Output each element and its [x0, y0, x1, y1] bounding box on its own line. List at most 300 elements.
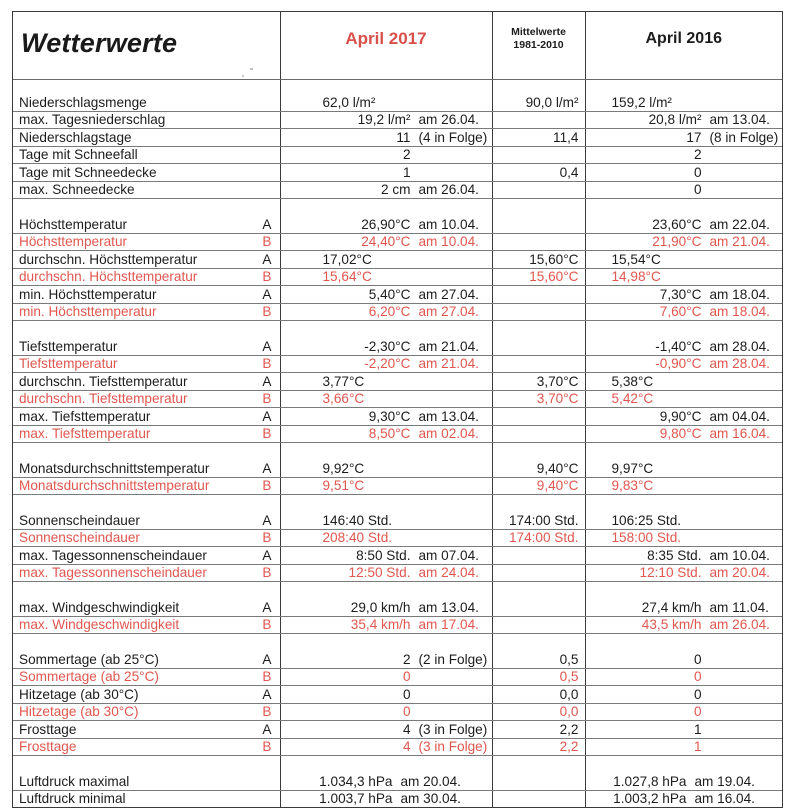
- value-note: [702, 147, 710, 163]
- row-label-cell: [13, 164, 280, 182]
- section-spacer: [13, 582, 782, 600]
- value: 0: [693, 182, 702, 197]
- value: 2: [693, 147, 702, 162]
- value: 15,54°C: [611, 251, 661, 267]
- table-row: [13, 164, 782, 182]
- table-row: [13, 303, 782, 321]
- cell-april-2017: [280, 668, 492, 686]
- cell-april-2017: [280, 181, 492, 199]
- value-note: [702, 704, 710, 720]
- row-label: Monatsdurchschnittstemperatur: [19, 478, 210, 493]
- row-label-cell: [13, 303, 280, 321]
- cell-average: [492, 181, 585, 199]
- averages-label: Mittelwerte: [511, 25, 566, 38]
- table-row: [13, 651, 782, 668]
- station-label: B: [262, 565, 272, 580]
- table-row: [13, 790, 782, 807]
- cell-average: 0,4: [492, 164, 585, 182]
- value-note: am 11.04.: [709, 599, 769, 615]
- station-label: A: [262, 338, 272, 354]
- row-label: max. Tagessonnenscheindauer: [19, 565, 207, 580]
- cell-april-2016: [585, 338, 782, 355]
- row-label-cell: [13, 408, 280, 426]
- station-label: B: [262, 530, 272, 545]
- table-row: [13, 129, 782, 147]
- cell-april-2016: [585, 268, 782, 286]
- page-title: Wetterwerte: [21, 28, 178, 58]
- row-label-cell: [13, 129, 280, 147]
- station-label: A: [262, 721, 272, 737]
- cell-april-2016: [585, 390, 782, 408]
- weather-values-table: [13, 12, 782, 807]
- cell-average: 174:00 Std.: [492, 529, 585, 547]
- value: 1: [693, 739, 702, 754]
- value-note: [411, 165, 419, 181]
- cell-april-2016: [585, 686, 782, 704]
- row-label-cell: [13, 460, 280, 477]
- value: 17: [686, 129, 702, 145]
- value-note: am 16.04.: [694, 791, 755, 806]
- value: 4: [402, 739, 411, 754]
- value-note: am 22.04.: [709, 216, 770, 232]
- table-row: [13, 286, 782, 304]
- value-note: am 28.04.: [709, 338, 770, 354]
- station-label: A: [262, 651, 272, 667]
- value: 0: [693, 686, 702, 702]
- cell-april-2017: [280, 129, 492, 147]
- cell-april-2017: [280, 338, 492, 355]
- row-label: Hitzetage (ab 30°C): [19, 686, 139, 702]
- table-row: [13, 408, 782, 426]
- cell-average: [492, 338, 585, 355]
- table-body: [13, 80, 782, 808]
- value: 8:50 Std.: [356, 547, 411, 563]
- cell-april-2017: [280, 703, 492, 721]
- value-note: [702, 687, 710, 703]
- row-label-cell: [13, 94, 280, 111]
- value-note: [411, 147, 419, 163]
- section-spacer: [13, 443, 782, 461]
- cell-average: 90,0 l/m²: [492, 94, 585, 111]
- value: 9,83°C: [611, 478, 654, 493]
- row-label-cell: [13, 477, 280, 495]
- value-note: [411, 669, 419, 685]
- table-row: [13, 564, 782, 582]
- cell-average: [492, 616, 585, 634]
- table-row: [13, 529, 782, 547]
- row-label-cell: [13, 355, 280, 373]
- table-row: [13, 460, 782, 477]
- value-note: am 26.04.: [418, 182, 479, 197]
- cell-april-2016: [585, 547, 782, 565]
- station-label: A: [262, 408, 272, 424]
- row-label-cell: [13, 790, 280, 807]
- cell-april-2016: [585, 233, 782, 251]
- row-label-cell: [13, 686, 280, 704]
- value: 2 cm: [381, 182, 411, 197]
- row-label-cell: [13, 721, 280, 739]
- row-label: Hitzetage (ab 30°C): [19, 704, 139, 719]
- table-row: [13, 390, 782, 408]
- row-label: min. Höchsttemperatur: [19, 286, 157, 302]
- value: 29,0 km/h: [350, 599, 411, 615]
- table-row: [13, 146, 782, 164]
- row-label: Sonnenscheindauer: [19, 530, 140, 545]
- value-note: am 24.04.: [418, 565, 479, 580]
- table-row: [13, 477, 782, 495]
- row-label-cell: [13, 599, 280, 616]
- table-row: [13, 94, 782, 111]
- cell-average: 0,5: [492, 651, 585, 668]
- value-note: am 26.04.: [418, 112, 479, 127]
- value: 12:50 Std.: [348, 565, 411, 580]
- column-header-averages: [492, 12, 585, 80]
- value-note: am 19.04.: [694, 773, 755, 789]
- value: -0,90°C: [655, 356, 702, 371]
- cell-april-2016: [585, 599, 782, 616]
- value: 17,02°C: [322, 251, 372, 267]
- table-row: [13, 233, 782, 251]
- value: 9,51°C: [322, 478, 365, 493]
- row-label-cell: [13, 668, 280, 686]
- cell-average: 174:00 Std.: [492, 512, 585, 529]
- value: 1.034,3 hPa: [319, 773, 393, 789]
- value: 7,60°C: [659, 304, 702, 319]
- cell-april-2017: [280, 790, 492, 807]
- row-label: Luftdruck minimal: [19, 791, 126, 806]
- cell-april-2017: [280, 373, 492, 391]
- cell-april-2017: [280, 616, 492, 634]
- value: 9,80°C: [659, 426, 702, 441]
- station-label: B: [262, 739, 272, 754]
- row-label: Luftdruck maximal: [19, 773, 130, 789]
- cell-average: [492, 233, 585, 251]
- cell-april-2017: [280, 425, 492, 443]
- section-spacer: [13, 199, 782, 217]
- cell-april-2016: [585, 738, 782, 756]
- cell-april-2016: [585, 286, 782, 304]
- value: 27,4 km/h: [641, 599, 702, 615]
- row-label: max. Tiefsttemperatur: [19, 408, 151, 424]
- cell-average: [492, 216, 585, 233]
- table-row: [13, 668, 782, 686]
- averages-period: 1981-2010: [513, 38, 564, 51]
- cell-april-2017: [280, 94, 492, 111]
- value: -2,20°C: [364, 356, 411, 371]
- cell-april-2017: [280, 512, 492, 529]
- cell-april-2017: [280, 686, 492, 704]
- row-label: Frosttage: [19, 739, 77, 754]
- cell-april-2016: [585, 651, 782, 668]
- table-row: [13, 599, 782, 616]
- row-label: Sommertage (ab 25°C): [19, 669, 159, 684]
- weather-table-sheet: [12, 11, 783, 808]
- value-note: am 10.04.: [418, 234, 479, 249]
- value-note: am 27.04.: [418, 286, 479, 302]
- row-label: Tiefsttemperatur: [19, 356, 118, 371]
- value: 9,30°C: [368, 408, 411, 424]
- table-row: [13, 425, 782, 443]
- section-spacer: [13, 756, 782, 774]
- row-label-cell: [13, 703, 280, 721]
- value: 2: [402, 147, 411, 162]
- station-label: B: [262, 304, 272, 319]
- value-note: am 27.04.: [418, 304, 479, 319]
- value: 146:40 Std.: [322, 512, 393, 528]
- cell-april-2016: [585, 94, 782, 111]
- value: -2,30°C: [364, 338, 411, 354]
- value: 14,98°C: [611, 269, 661, 284]
- table-row: [13, 512, 782, 529]
- cell-april-2017: [280, 721, 492, 739]
- value: 0: [402, 704, 411, 719]
- section-spacer: [13, 321, 782, 339]
- cell-average: [492, 408, 585, 426]
- cell-average: 11,4: [492, 129, 585, 147]
- value: 159,2 l/m²: [611, 94, 672, 110]
- value-note: [702, 739, 710, 755]
- cell-april-2017: [280, 233, 492, 251]
- value: 43,5 km/h: [641, 617, 702, 632]
- station-label: A: [262, 512, 272, 528]
- cell-april-2016: [585, 111, 782, 129]
- cell-april-2017: [280, 286, 492, 304]
- cell-average: [492, 303, 585, 321]
- row-label: Frosttage: [19, 721, 77, 737]
- table-row: [13, 338, 782, 355]
- station-label: B: [262, 478, 272, 493]
- value: 20,8 l/m²: [648, 112, 702, 127]
- value-note: am 18.04.: [709, 304, 770, 319]
- cell-april-2017: [280, 651, 492, 668]
- value: 8,50°C: [368, 426, 411, 441]
- row-label: Sommertage (ab 25°C): [19, 651, 159, 667]
- table-row: [13, 268, 782, 286]
- cell-average: [492, 425, 585, 443]
- cell-average: 0,0: [492, 703, 585, 721]
- row-label: max. Tagessonnenscheindauer: [19, 547, 207, 563]
- column-header-april-2017: April 2017: [280, 12, 492, 80]
- value: 0: [402, 686, 411, 702]
- value-note: am 10.04.: [418, 216, 479, 232]
- cell-average: 2,2: [492, 738, 585, 756]
- value: 11: [396, 129, 411, 145]
- cell-average: [492, 564, 585, 582]
- value: 21,90°C: [652, 234, 702, 249]
- cell-average: 3,70°C: [492, 373, 585, 391]
- value-note: [411, 704, 419, 720]
- cell-april-2017: [280, 460, 492, 477]
- cell-average: [492, 355, 585, 373]
- value-note: am 20.04.: [709, 565, 770, 580]
- row-label: Höchsttemperatur: [19, 234, 128, 249]
- table-row: [13, 703, 782, 721]
- value: 19,2 l/m²: [357, 112, 411, 127]
- value-note: am 07.04.: [418, 547, 479, 563]
- row-label: max. Tiefsttemperatur: [19, 426, 151, 441]
- cell-april-2016: [585, 373, 782, 391]
- value-note: [702, 182, 710, 198]
- cell-april-2016: [585, 790, 782, 807]
- cell-average: 0,5: [492, 668, 585, 686]
- station-label: B: [262, 704, 272, 719]
- cell-average: [492, 111, 585, 129]
- value: 1.003,7 hPa: [319, 791, 393, 806]
- value: 5,38°C: [611, 373, 654, 389]
- value: 12:10 Std.: [639, 565, 702, 580]
- value: 8:35 Std.: [647, 547, 702, 563]
- value-note: am 26.04.: [709, 617, 770, 632]
- cell-april-2016: [585, 668, 782, 686]
- cell-april-2016: [585, 773, 782, 790]
- value: 5,42°C: [611, 391, 654, 406]
- cell-average: [492, 599, 585, 616]
- cell-april-2017: [280, 529, 492, 547]
- value: 2: [402, 651, 411, 667]
- row-label: max. Windgeschwindigkeit: [19, 599, 180, 615]
- value-note: [411, 687, 419, 703]
- cell-average: 0,0: [492, 686, 585, 704]
- station-label: A: [262, 373, 272, 389]
- value: 0: [693, 651, 702, 667]
- value: 1.027,8 hPa: [613, 773, 687, 789]
- row-label-cell: [13, 529, 280, 547]
- section-spacer: [13, 495, 782, 513]
- row-label-cell: [13, 146, 280, 164]
- cell-april-2017: [280, 408, 492, 426]
- table-row: [13, 738, 782, 756]
- value: 9,90°C: [659, 408, 702, 424]
- row-label-cell: [13, 564, 280, 582]
- station-label: A: [262, 216, 272, 232]
- cell-april-2016: [585, 146, 782, 164]
- cell-april-2016: [585, 425, 782, 443]
- value-note: am 16.04.: [709, 426, 770, 441]
- cell-average: [492, 286, 585, 304]
- cell-april-2016: [585, 721, 782, 739]
- station-label: B: [262, 669, 272, 684]
- cell-average: 9,40°C: [492, 477, 585, 495]
- row-label-cell: [13, 738, 280, 756]
- value-note: am 30.04.: [400, 791, 461, 806]
- value-note: am 13.04.: [709, 112, 770, 127]
- column-header-april-2016: April 2016: [585, 12, 782, 80]
- value: 3,77°C: [322, 373, 365, 389]
- cell-april-2017: [280, 268, 492, 286]
- value: 15,64°C: [322, 269, 372, 284]
- cell-april-2016: [585, 529, 782, 547]
- row-label-cell: [13, 651, 280, 668]
- station-label: B: [262, 426, 272, 441]
- value: 1.003,2 hPa: [613, 791, 687, 806]
- cell-average: 15,60°C: [492, 268, 585, 286]
- cell-april-2017: [280, 564, 492, 582]
- section-spacer: [13, 80, 782, 95]
- cell-april-2017: [280, 111, 492, 129]
- value: 9,97°C: [611, 460, 654, 476]
- row-label: max. Schneedecke: [19, 182, 135, 197]
- cell-april-2017: [280, 164, 492, 182]
- row-label: Tage mit Schneedecke: [19, 164, 157, 180]
- cell-april-2016: [585, 181, 782, 199]
- cell-average: 2,2: [492, 721, 585, 739]
- cell-april-2016: [585, 477, 782, 495]
- table-row: [13, 721, 782, 739]
- cell-april-2016: [585, 564, 782, 582]
- value: 1: [402, 164, 411, 180]
- value-note: (3 in Folge): [418, 739, 488, 754]
- value: 6,20°C: [368, 304, 411, 319]
- row-label-cell: [13, 338, 280, 355]
- value: 35,4 km/h: [350, 617, 411, 632]
- value: 24,40°C: [361, 234, 411, 249]
- value: 5,40°C: [368, 286, 411, 302]
- station-label: B: [262, 617, 272, 632]
- cell-april-2016: [585, 355, 782, 373]
- cell-average: 3,70°C: [492, 390, 585, 408]
- table-row: [13, 251, 782, 269]
- row-label-cell: [13, 390, 280, 408]
- row-label-cell: [13, 547, 280, 565]
- value: 3,66°C: [322, 391, 365, 406]
- value: 1: [693, 721, 702, 737]
- station-label: B: [262, 234, 272, 249]
- value-note: (8 in Folge): [709, 129, 779, 145]
- table-row: [13, 686, 782, 704]
- row-label-cell: [13, 373, 280, 391]
- cell-average: [492, 773, 585, 790]
- cell-april-2016: [585, 164, 782, 182]
- cell-april-2017: [280, 303, 492, 321]
- value: 23,60°C: [652, 216, 702, 232]
- row-label-cell: [13, 268, 280, 286]
- table-row: [13, 111, 782, 129]
- cell-april-2017: [280, 599, 492, 616]
- value-note: am 17.04.: [418, 617, 479, 632]
- row-label: max. Tagesniederschlag: [19, 112, 166, 127]
- cell-average: 15,60°C: [492, 251, 585, 269]
- cell-april-2017: [280, 251, 492, 269]
- value: 158:00 Std.: [611, 530, 682, 545]
- table-row: [13, 181, 782, 199]
- cell-april-2017: [280, 355, 492, 373]
- value-note: am 28.04.: [709, 356, 770, 371]
- row-label-cell: [13, 181, 280, 199]
- value: 208:40 Std.: [322, 530, 393, 545]
- value: 0: [693, 669, 702, 684]
- row-label-cell: [13, 512, 280, 529]
- cell-april-2016: [585, 251, 782, 269]
- row-label: durchschn. Tiefsttemperatur: [19, 373, 188, 389]
- cell-april-2017: [280, 216, 492, 233]
- value-note: am 21.04.: [418, 338, 479, 354]
- row-label-cell: [13, 111, 280, 129]
- value: 0: [402, 669, 411, 684]
- value-note: am 13.04.: [418, 408, 479, 424]
- value: 106:25 Std.: [611, 512, 682, 528]
- value: 9,92°C: [322, 460, 365, 476]
- value-note: (3 in Folge): [418, 721, 488, 737]
- row-label: durchschn. Tiefsttemperatur: [19, 391, 188, 406]
- value-note: am 02.04.: [418, 426, 479, 441]
- row-label: min. Höchsttemperatur: [19, 304, 157, 319]
- station-label: A: [262, 599, 272, 615]
- value-note: [702, 165, 710, 181]
- value: 7,30°C: [659, 286, 702, 302]
- table-row: [13, 773, 782, 790]
- table-row: [13, 355, 782, 373]
- row-label: Niederschlagsmenge: [19, 94, 147, 110]
